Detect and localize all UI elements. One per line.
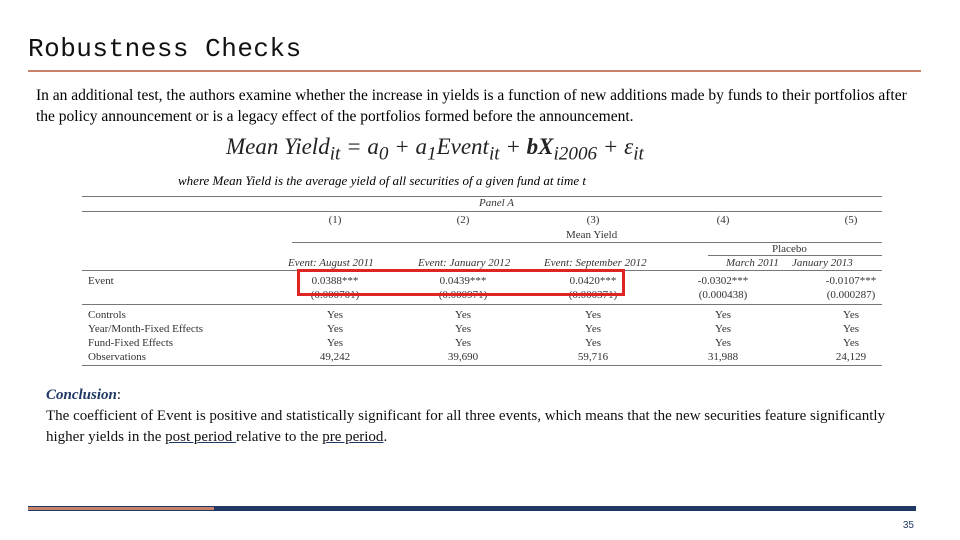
formula-sub: i2006 <box>553 143 598 165</box>
formula-sub: it <box>488 143 500 165</box>
row-label: Year/Month-Fixed Effects <box>88 323 204 335</box>
formula-a1: a <box>415 134 427 159</box>
table-cell: Yes <box>326 323 343 335</box>
regression-formula <box>226 134 644 166</box>
conclusion-end: . <box>383 429 388 445</box>
formula-plus: + <box>499 134 527 159</box>
se-cell: (0.000701) <box>310 289 360 301</box>
table-rule <box>82 365 882 366</box>
col-number: (2) <box>456 214 470 226</box>
page-number: 35 <box>902 520 914 531</box>
table-cell: Yes <box>454 323 471 335</box>
intro-paragraph: In an additional test, the authors examine whether the increase in yields is a function of new additions made by funds to their portfolios after the policy announcement or is a legacy effect of the portfolios formed before the announcement. <box>36 87 907 125</box>
formula-plus: + <box>597 134 625 159</box>
formula-event: Event <box>436 134 489 159</box>
row-label: Controls <box>88 309 126 321</box>
col-number: (5) <box>844 214 858 226</box>
event-header: March 2011 <box>726 257 779 269</box>
col-number: (1) <box>328 214 342 226</box>
conclusion-heading: Conclusion <box>46 387 117 403</box>
table-rule <box>82 211 882 212</box>
formula-sub: it <box>633 143 644 165</box>
footer-accent <box>28 507 214 510</box>
coef-cell: 0.0420*** <box>569 275 617 287</box>
table-cell: Yes <box>326 309 343 321</box>
dep-var-label: Mean Yield <box>566 229 618 241</box>
formula-a0: a <box>367 134 379 159</box>
coef-highlight-box <box>297 269 625 296</box>
row-label-event: Event <box>88 275 114 287</box>
coef-cell: -0.0302*** <box>697 275 749 287</box>
placebo-label: Placebo <box>772 243 807 255</box>
table-cell: 49,242 <box>319 351 351 363</box>
table-cell: Yes <box>326 337 343 349</box>
coef-cell: 0.0388*** <box>311 275 359 287</box>
panel-label: Panel A <box>479 197 514 209</box>
se-cell: (0.000438) <box>698 289 748 301</box>
formula-sub: 1 <box>427 143 437 165</box>
table-cell: Yes <box>584 323 601 335</box>
post-period-underline: post period <box>165 429 236 445</box>
table-cell: Yes <box>454 337 471 349</box>
table-cell: 39,690 <box>447 351 479 363</box>
table-cell: Yes <box>842 323 859 335</box>
pre-period-underline: pre period <box>322 429 384 445</box>
event-header: Event: August 2011 <box>288 257 374 269</box>
col-number: (3) <box>586 214 600 226</box>
formula-eq: = <box>340 134 368 159</box>
row-label: Fund-Fixed Effects <box>88 337 174 349</box>
event-header: Event: September 2012 <box>544 257 647 269</box>
table-cell: Yes <box>584 309 601 321</box>
conclusion-text: The coefficient of Event is positive and statistically significant for all three events, which means that the new securities feature significantly higher yields in the <box>46 408 886 445</box>
table-rule <box>708 255 882 256</box>
table-cell: 59,716 <box>577 351 609 363</box>
se-cell: (0.000971) <box>438 289 488 301</box>
formula-lhs: Mean Yield <box>226 134 330 159</box>
conclusion-text: relative to the <box>235 429 323 445</box>
table-cell: Yes <box>454 309 471 321</box>
table-cell: Yes <box>584 337 601 349</box>
table-cell: Yes <box>842 337 859 349</box>
row-label: Observations <box>88 351 147 363</box>
col-number: (4) <box>716 214 730 226</box>
se-cell: (0.000371) <box>568 289 618 301</box>
event-header: January 2013 <box>792 257 853 269</box>
formula-definition: where Mean Yield is the average yield of all securities of a given fund at time t <box>178 173 586 188</box>
table-cell: Yes <box>842 309 859 321</box>
event-header: Event: January 2012 <box>418 257 511 269</box>
se-cell: (0.000287) <box>826 289 876 301</box>
table-cell: 24,129 <box>835 351 867 363</box>
formula-epsilon: ε <box>624 134 634 159</box>
table-cell: Yes <box>714 337 731 349</box>
coef-cell: 0.0439*** <box>439 275 487 287</box>
coef-cell: -0.0107*** <box>825 275 877 287</box>
formula-bx: bX <box>526 134 554 159</box>
conclusion-colon: : <box>116 387 122 403</box>
formula-sub: 0 <box>378 143 389 165</box>
formula-plus: + <box>388 134 416 159</box>
slide-title: Robustness Checks <box>28 34 302 64</box>
conclusion-block <box>46 385 916 448</box>
table-cell: 31,988 <box>707 351 739 363</box>
table-cell: Yes <box>714 309 731 321</box>
formula-sub: it <box>329 143 341 165</box>
table-cell: Yes <box>714 323 731 335</box>
table-rule <box>82 304 882 305</box>
title-underline <box>28 70 921 72</box>
